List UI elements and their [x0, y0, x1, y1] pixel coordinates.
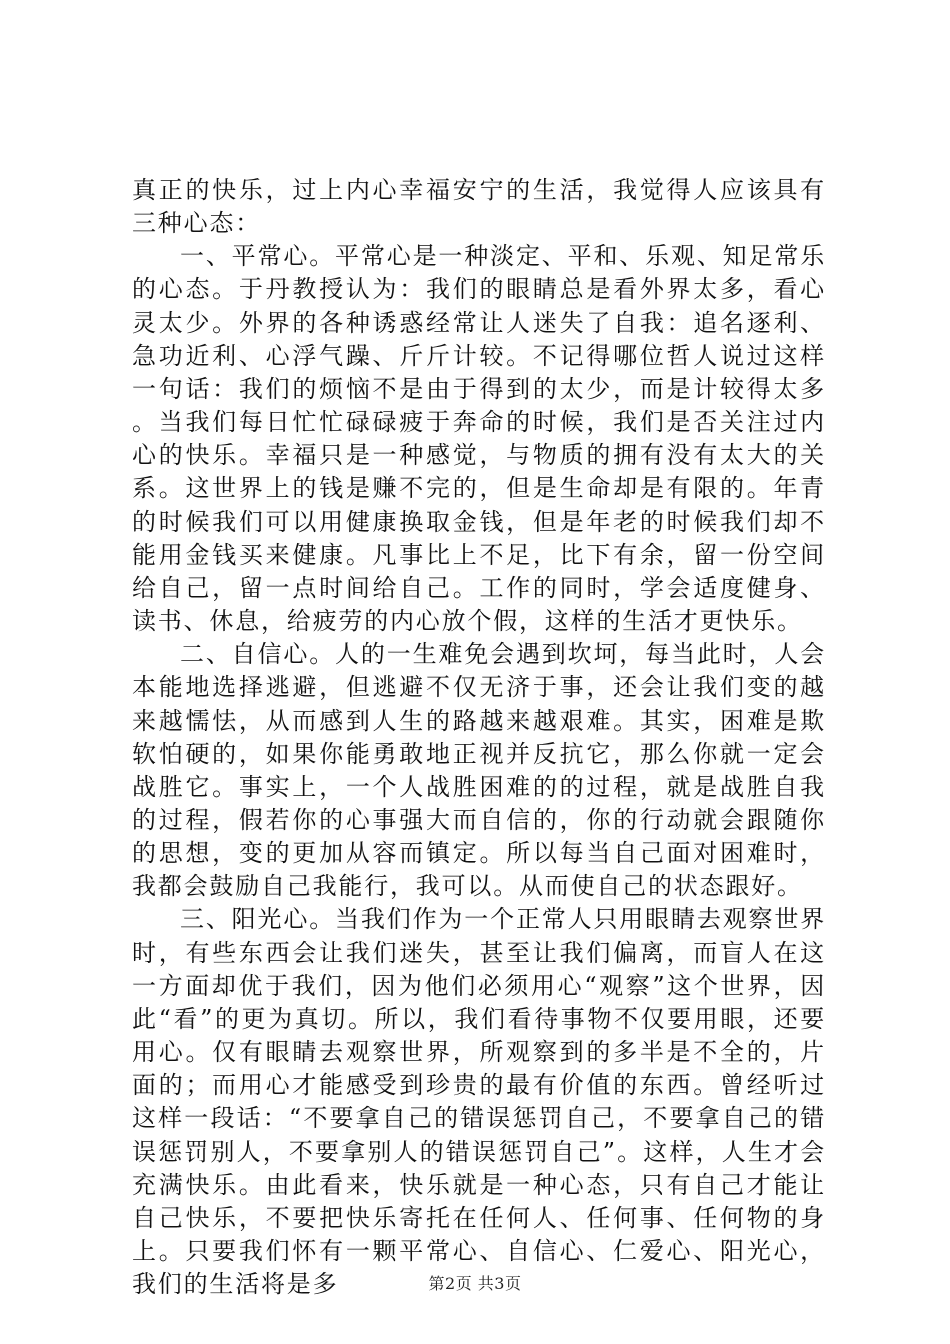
paragraph-sunshine-mind: 三、阳光心。当我们作为一个正常人只用眼睛去观察世界时，有些东西会让我们迷失，甚至让我们偏离，而盲人在这一方面却优于我们，因为他们必须用心“观察”这个世界，因此“看”的更为真切。所以，我们看待事物不仅要用眼，还要用心。仅有眼睛去观察世界，所观察到的多半是不全的，片面的；而用心才能感受到珍贵的最有价值的东西。曾经听过这样一段话：“不要拿自己的错误惩罚自己，不要拿自己的错误惩罚别人，不要拿别人的错误惩罚自己”。这样，人生才会充满快乐。由此看来，快乐就是一种心态，只有自己才能让自己快乐，不要把快乐寄托在任何人、任何事、任何物的身上。只要我们怀有一颗平常心、自信心、仁爱心、阳光心，我们的生活将是多: [132, 905, 826, 1299]
document-body: [132, 174, 826, 1301]
paragraph-ordinary-mind: 一、平常心。平常心是一种淡定、平和、乐观、知足常乐的心态。于丹教授认为：我们的眼睛总是看外界太多，看心灵太少。外界的各种诱惑经常让人迷失了自我：追名逐利、急功近利、心浮气躁、斤斤计较。不记得哪位哲人说过这样一句话：我们的烦恼不是由于得到的太少，而是计较得太多。当我们每日忙忙碌碌疲于奔命的时候，我们是否关注过内心的快乐。幸福只是一种感觉，与物质的拥有没有太大的关系。这世界上的钱是赚不完的，但是生命却是有限的。年青的时候我们可以用健康换取金钱，但是年老的时候我们却不能用金钱买来健康。凡事比上不足，比下有余，留一份空间给自己，留一点时间给自己。工作的同时，学会适度健身、读书、休息，给疲劳的内心放个假，这样的生活才更快乐。: [132, 242, 826, 636]
paragraph-intro: 真正的快乐，过上内心幸福安宁的生活，我觉得人应该具有三种心态：: [132, 176, 826, 238]
page-number-footer: 第2页 共3页: [428, 1274, 522, 1293]
paragraph-confidence: 二、自信心。人的一生难免会遇到坎坷，每当此时，人会本能地选择逃避，但逃避不仅无济于事，还会让我们变的越来越懦怯，从而感到人生的路越来越艰难。其实，困难是欺软怕硬的，如果你能勇敢地正视并反抗它，那么你就一定会战胜它。事实上，一个人战胜困难的的过程，就是战胜自我的过程，假若你的心事强大而自信的，你的行动就会跟随你的思想，变的更加从容而镇定。所以每当自己面对困难时，我都会鼓励自己我能行，我可以。从而使自己的状态跟好。: [132, 640, 826, 901]
